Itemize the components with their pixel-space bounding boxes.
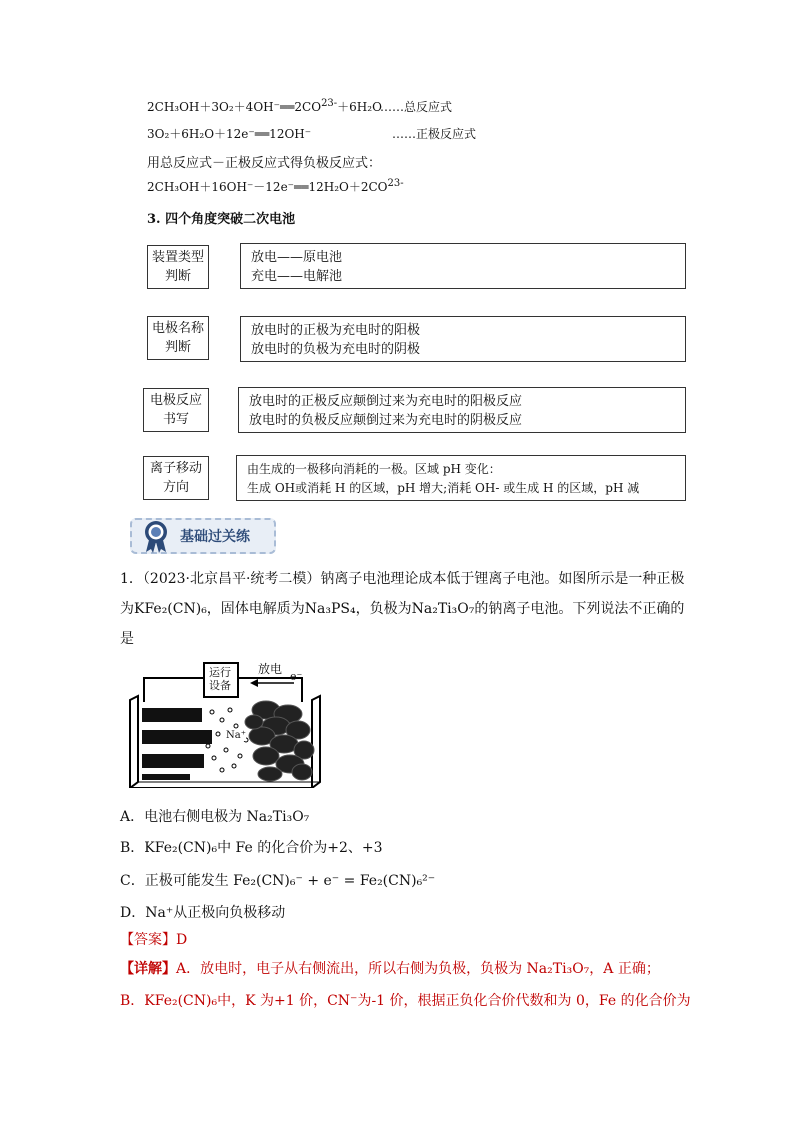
row-label-ion-migration: 离子移动方向 (143, 456, 209, 500)
electron-label: e⁻ (290, 670, 303, 683)
row-content-line: 放电时的负极反应颠倒过来为充电时的阴极反应 (249, 413, 523, 428)
equation-total (147, 98, 382, 115)
equation-intro: 用总反应式－正极反应式得负极反应式： (147, 156, 382, 171)
row-content-device-type (240, 243, 686, 289)
section-banner (130, 512, 278, 558)
explanation-line-a (120, 958, 660, 978)
discharge-label: 放电 (258, 662, 283, 676)
option-a: A．电池右侧电极为 Na₂Ti₃O₇ (120, 809, 310, 825)
answer-value: D (176, 932, 188, 948)
row-label-device-type: 装置类型判断 (147, 245, 209, 289)
row-content-electrode-reaction (238, 387, 686, 433)
option-c: C．正极可能发生 Fe₂(CN)₆⁻ + e⁻ = Fe₂(CN)₆²⁻ (120, 873, 436, 889)
device-label-line: 设备 (209, 679, 231, 692)
option-b: B．KFe₂(CN)₆中 Fe 的化合价为+2、+3 (120, 840, 383, 856)
row-content-ion-migration (236, 455, 686, 501)
question-line: 为KFe₂(CN)₆，固体电解质为Na₃PS₄，负极为Na₂Ti₃O₇的钠离子电池。下列说法不正确的 (120, 601, 685, 617)
award-badge-icon (140, 518, 172, 554)
row-content-line: 放电时的负极为充电时的阴极 (251, 342, 421, 357)
answer-label: 【答案】 (120, 932, 176, 948)
battery-diagram (126, 660, 336, 788)
row-content-line: 放电时的正极为充电时的阳极 (251, 323, 421, 338)
battery-diagram-graphic (126, 660, 336, 788)
equation-total-note: ……总反应式 (380, 100, 453, 114)
row-content-line: 放电——原电池 (251, 250, 343, 265)
equation-positive: 3O₂＋6H₂O＋12e⁻══12OH⁻ (147, 127, 312, 141)
equation-negative-text: 2CH₃OH＋16OH⁻－12e⁻══12H₂O＋2CO (147, 180, 388, 194)
row-content-line: 由生成的一极移向消耗的一极。区域 pH 变化： (247, 462, 501, 476)
row-content-line: 生成 OH或消耗 H 的区域，pH 增大;消耗 OH- 或生成 H 的区域，pH 减 (247, 481, 640, 495)
section-title: 3. 四个角度突破二次电池 (147, 212, 296, 227)
question-line: 1．（2023·北京昌平·统考二模）钠离子电池理论成本低于锂离子电池。如图所示是一种正极 (120, 571, 685, 587)
answer (120, 929, 187, 949)
question-line: 是 (120, 631, 134, 647)
row-content-line: 放电时的正极反应颠倒过来为充电时的阳极反应 (249, 394, 523, 409)
option-d: D．Na⁺从正极向负极移动 (120, 905, 286, 921)
explanation-label: 【详解】 (120, 961, 176, 977)
explanation-line-b: B．KFe₂(CN)₆中，K 为+1 价，CN⁻为-1 价，根据正负化合价代数和为 0，Fe 的化合价为 (120, 993, 691, 1009)
equation-total-tail: ＋6H₂O (337, 100, 382, 114)
equation-total-superscript: 23- (321, 98, 338, 109)
sodium-ion-label: Na⁺ (226, 730, 246, 741)
equation-positive-note: ……正极反应式 (392, 127, 477, 141)
device-label-line: 运行 (209, 666, 231, 679)
row-label-electrode-reaction: 电极反应书写 (143, 388, 209, 432)
explanation-text: A．放电时，电子从右侧流出，所以右侧为负极，负极为 Na₂Ti₃O₇，A 正确； (176, 961, 660, 977)
equation-negative-superscript: 23- (387, 178, 404, 189)
equation-total-text: 2CH₃OH＋3O₂＋4OH⁻══2CO (147, 100, 322, 114)
row-content-electrode-name (240, 316, 686, 362)
row-label-electrode-name: 电极名称判断 (147, 316, 209, 360)
equation-negative (147, 178, 404, 195)
banner-title: 基础过关练 (180, 529, 250, 545)
device-label (209, 666, 231, 692)
row-content-line: 充电——电解池 (251, 269, 343, 284)
